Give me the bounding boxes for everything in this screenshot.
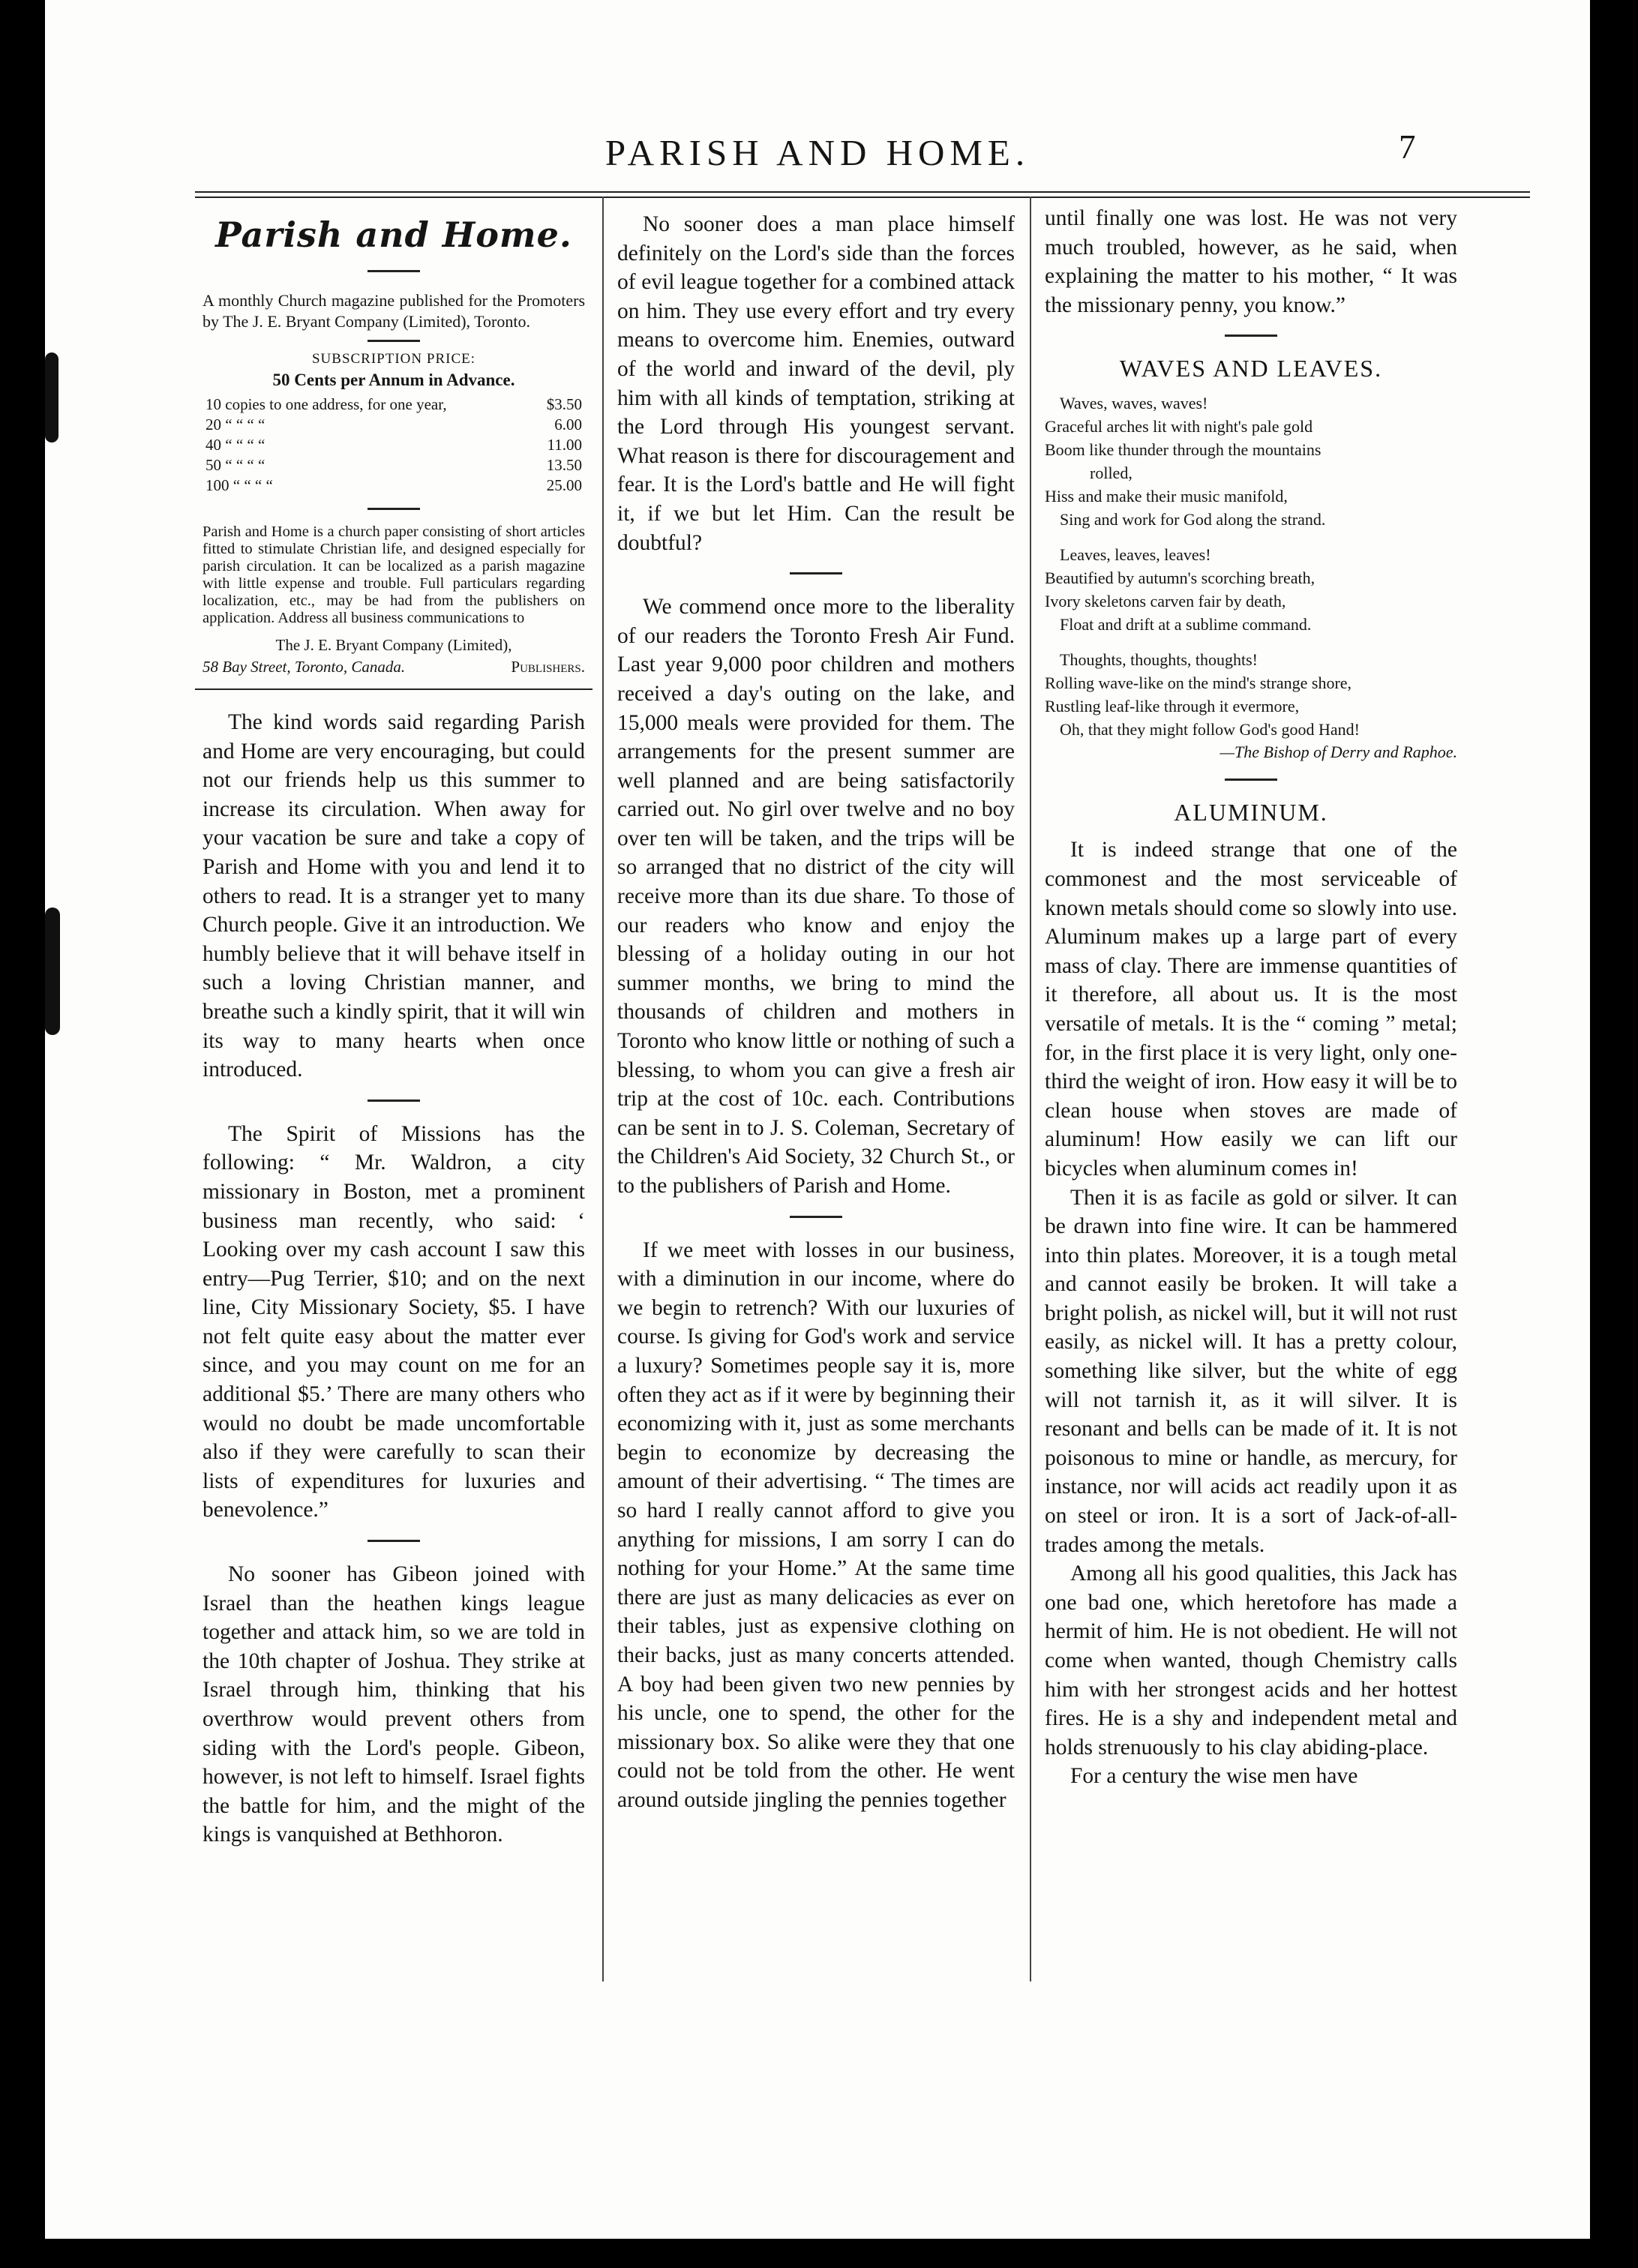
separator — [368, 340, 420, 342]
publisher-name: The J. E. Bryant Company (Limited), — [275, 636, 512, 654]
poem — [1045, 392, 1457, 741]
masthead-rule — [195, 688, 592, 690]
rate-label: 10 copies to one address, for one year, — [206, 395, 447, 413]
poem-line: rolled, — [1090, 464, 1132, 483]
poem-line: Sing and work for God along the strand. — [1060, 510, 1326, 530]
paragraph: Among all his good qualities, this Jack has one bad one, which heretofore has made a hermit of him. He is not obedient. He will not come when wanted, though Chemistry calls him with her strongest acids and her hottest fires. He is a shy and independent metal and holds strenuously to his clay abiding-place. — [1045, 1562, 1457, 1760]
poem-line: Ivory skeletons carven fair by death, — [1045, 592, 1286, 611]
poem-line: Float and drift at a sublime command. — [1060, 615, 1312, 634]
poem-line: Beautified by autumn's scorching breath, — [1045, 568, 1316, 588]
header-rule — [195, 196, 1530, 198]
poem-line: Hiss and make their music manifold, — [1045, 487, 1288, 506]
publisher-address-line — [202, 658, 585, 676]
poem-line: Oh, that they might follow God's good Hand! — [1060, 720, 1360, 740]
paragraph: The kind words said regarding Parish and Home are very encouraging, but could not our friends help us this summer to increase its circulation. When away for your vacation be sure and take a copy of Parish and Home with you and lend it to others to read. It is a stranger yet to many Church people. Give it an introduction. We humbly believe that it will behave itself in such a loving Christian manner, and breathe such a kindly spirit, that it will win its way to many hearts when once introduced. — [202, 710, 585, 1082]
paragraph: until finally one was lost. He was not very much troubled, however, as he said, when explaining the matter to his mother, “ It was the missionary penny, you know.” — [1045, 206, 1457, 317]
rate-price: 25.00 — [546, 476, 582, 494]
poem-line: Waves, waves, waves! — [1060, 394, 1208, 413]
poem-line: Boom like thunder through the mountains — [1045, 440, 1322, 460]
separator — [368, 270, 420, 272]
rate-price: 11.00 — [547, 436, 582, 454]
separator — [1225, 778, 1277, 781]
rate-row — [202, 476, 585, 496]
running-title: PARISH AND HOME. — [604, 132, 1030, 173]
poem-line: Leaves, leaves, leaves! — [1060, 545, 1211, 565]
rate-label: 100 “ “ “ “ — [206, 476, 273, 494]
column-2 — [617, 204, 1015, 1814]
separator — [1225, 334, 1277, 337]
separator — [790, 572, 842, 574]
binding-mark — [45, 352, 58, 442]
paragraph: For a century the wise men have — [1070, 1764, 1358, 1789]
rate-row — [202, 435, 585, 455]
subscription-label: SUBSCRIPTION PRICE: — [311, 351, 476, 367]
masthead-intro: A monthly Church magazine published for the Promoters by The J. E. Bryant Company (Limited), Toronto. — [202, 291, 585, 331]
rate-price: 13.50 — [546, 456, 582, 474]
subscription-price: 50 Cents per Annum in Advance. — [272, 370, 515, 389]
paragraph: Then it is as facile as gold or silver. It can be drawn into fine wire. It can be hammered into thin plates. Moreover, it is a tough metal and cannot easily be broken. It will take a bright polish, as nickel will, but it will not rust easily, as nickel will. It has a pretty colour, something like silver, but the white of egg will not tarnish it, as it will silver. It is resonant and bells can be made of it. It is not poisonous to mine or handle, as mercury, for instance, nor will acids act readily upon it as on steel or iron. It is a sort of Jack-of-all-trades among the metals. — [1045, 1185, 1457, 1557]
publishers-label: Publishers. — [511, 658, 585, 676]
paragraph: The Spirit of Missions has the following: “ Mr. Waldron, a city missionary in Boston, met a prominent business man recently, who said: ‘ Looking over my cash account I saw this entry—Pug Terrier, $10; and on the next line, City Missionary Society, $5. I have not felt quite easy about the matter ever since, and you may count on me for an additional $5.’ There are many others who would no doubt be made uncomfortable also if they were carefully to scan their lists of expenditures for luxuries and benevolence.” — [202, 1121, 585, 1522]
rate-row — [202, 415, 585, 435]
paragraph: No sooner does a man place himself definitely on the Lord's side than the forces of evil league together for a combined attack on him. They use every effort and try every means to overcome him. Enemies, outward of the world and inward of the devil, ply him with all kinds of temptation, striking at the Lord through His youngest servant. What reason is there for discouragement and fear. It is the Lord's battle and He will fight it, if we but let Him. Can the result be doubtful? — [617, 212, 1015, 555]
separator — [368, 1100, 420, 1102]
rate-price: $3.50 — [546, 395, 582, 413]
poem-line: Thoughts, thoughts, thoughts! — [1060, 650, 1258, 670]
separator — [368, 1540, 420, 1542]
page-number: 7 — [1399, 128, 1416, 166]
separator — [368, 508, 420, 510]
newspaper-page — [45, 0, 1590, 2239]
paragraph: No sooner has Gibeon joined with Israel than the heathen kings league together and attack him, so we are told in the 10th chapter of Joshua. They strike at Israel through him, thinking that his overthrow would prevent others from siding with the Lord's people. Gibeon, however, is not left to himself. Israel fights the battle for him, and the might of the kings is vanquished at Bethhoron. — [202, 1562, 585, 1847]
header-rule — [195, 191, 1530, 193]
rate-label: 40 “ “ “ “ — [206, 436, 266, 454]
masthead-about: Parish and Home is a church paper consisting of short articles fitted to stimulate Christian life, and designed especially for parish circulation. It can be localized as a parish magazine with little expense and trouble. Full particulars regarding localization, etc., may be had from the publishers on application. Address all business communications to — [202, 524, 585, 626]
binding-mark — [45, 908, 60, 1035]
column-1 — [202, 204, 585, 1850]
rate-row — [202, 394, 585, 415]
poem-line: Graceful arches lit with night's pale gold — [1045, 417, 1313, 436]
poem-line: Rustling leaf-like through it evermore, — [1045, 697, 1300, 716]
paragraph: It is indeed strange that one of the commonest and the most serviceable of known metals should come so slowly into use. Aluminum makes up a large part of every mass of clay. There are immense quantities of it therefore, all about us. It is the most versatile of metals. It is the “ coming ” metal; for, in the first place it is very light, only one-third the weight of iron. How easy it will be to clean house when stoves are made of aluminum! How easily we can lift our bicycles when aluminum comes in! — [1045, 838, 1457, 1180]
rate-label: 50 “ “ “ “ — [206, 456, 266, 474]
column-rule — [1030, 196, 1031, 1982]
separator — [790, 1216, 842, 1218]
poem-attribution: —The Bishop of Derry and Raphoe. — [1220, 742, 1457, 762]
rate-price: 6.00 — [554, 416, 582, 434]
rate-label: 20 “ “ “ “ — [206, 416, 266, 434]
poem-line: Rolling wave-like on the mind's strange shore, — [1045, 674, 1352, 693]
poem-title: WAVES AND LEAVES. — [1119, 355, 1383, 382]
article-title: ALUMINUM. — [1174, 799, 1328, 826]
paragraph: If we meet with losses in our business, with a diminution in our income, where do we begin to retrench? With our luxuries of course. Is giving for God's work and service a luxury? Sometimes people say it is, more often they act as if it were by beginning their economizing with it, just as some merchants begin to economize by decreasing the amount of their advertising. “ The times are so hard I really cannot afford to give you anything for missions, I am sorry I can do nothing for your Home.” At the same time there are just as many delicacies as ever on their tables, just as expensive clothing on their backs, just as many concerts attended. A boy had been given two new pennies by his uncle, one to spend, the other for the missionary box. So alike were they that one could not be told from the other. He went around outside jingling the pennies together — [617, 1238, 1016, 1812]
paragraph: We commend once more to the liberality of our readers the Toronto Fresh Air Fund. Last year 9,000 poor children and mothers received a day's outing on the lake, and 15,000 meals were provided for them. The arrangements for the present summer are well planned and are being satisfactorily carried out. No girl over twelve and no boy over ten will be taken, and the trips will be so arranged that no district of the city will receive more than its due share. To those of our readers who know and enjoy the blessing of a holiday outing in our hot summer months, we bring to mind the thousands of children and mothers in Toronto who know little or nothing of such a blessing, to whom you can give a fresh air trip at the cost of 10c. each. Contributions can be sent in to J. S. Coleman, Secretary of the Children's Aid Society, 32 Church St., or to the publishers of Parish and Home. — [617, 595, 1015, 1198]
column-rule — [602, 196, 604, 1982]
masthead-title: Parish and Home. — [215, 214, 572, 255]
column-3 — [1045, 204, 1457, 1791]
rate-row — [202, 455, 585, 476]
publisher-address: 58 Bay Street, Toronto, Canada. — [202, 658, 406, 676]
rate-table — [202, 394, 585, 496]
